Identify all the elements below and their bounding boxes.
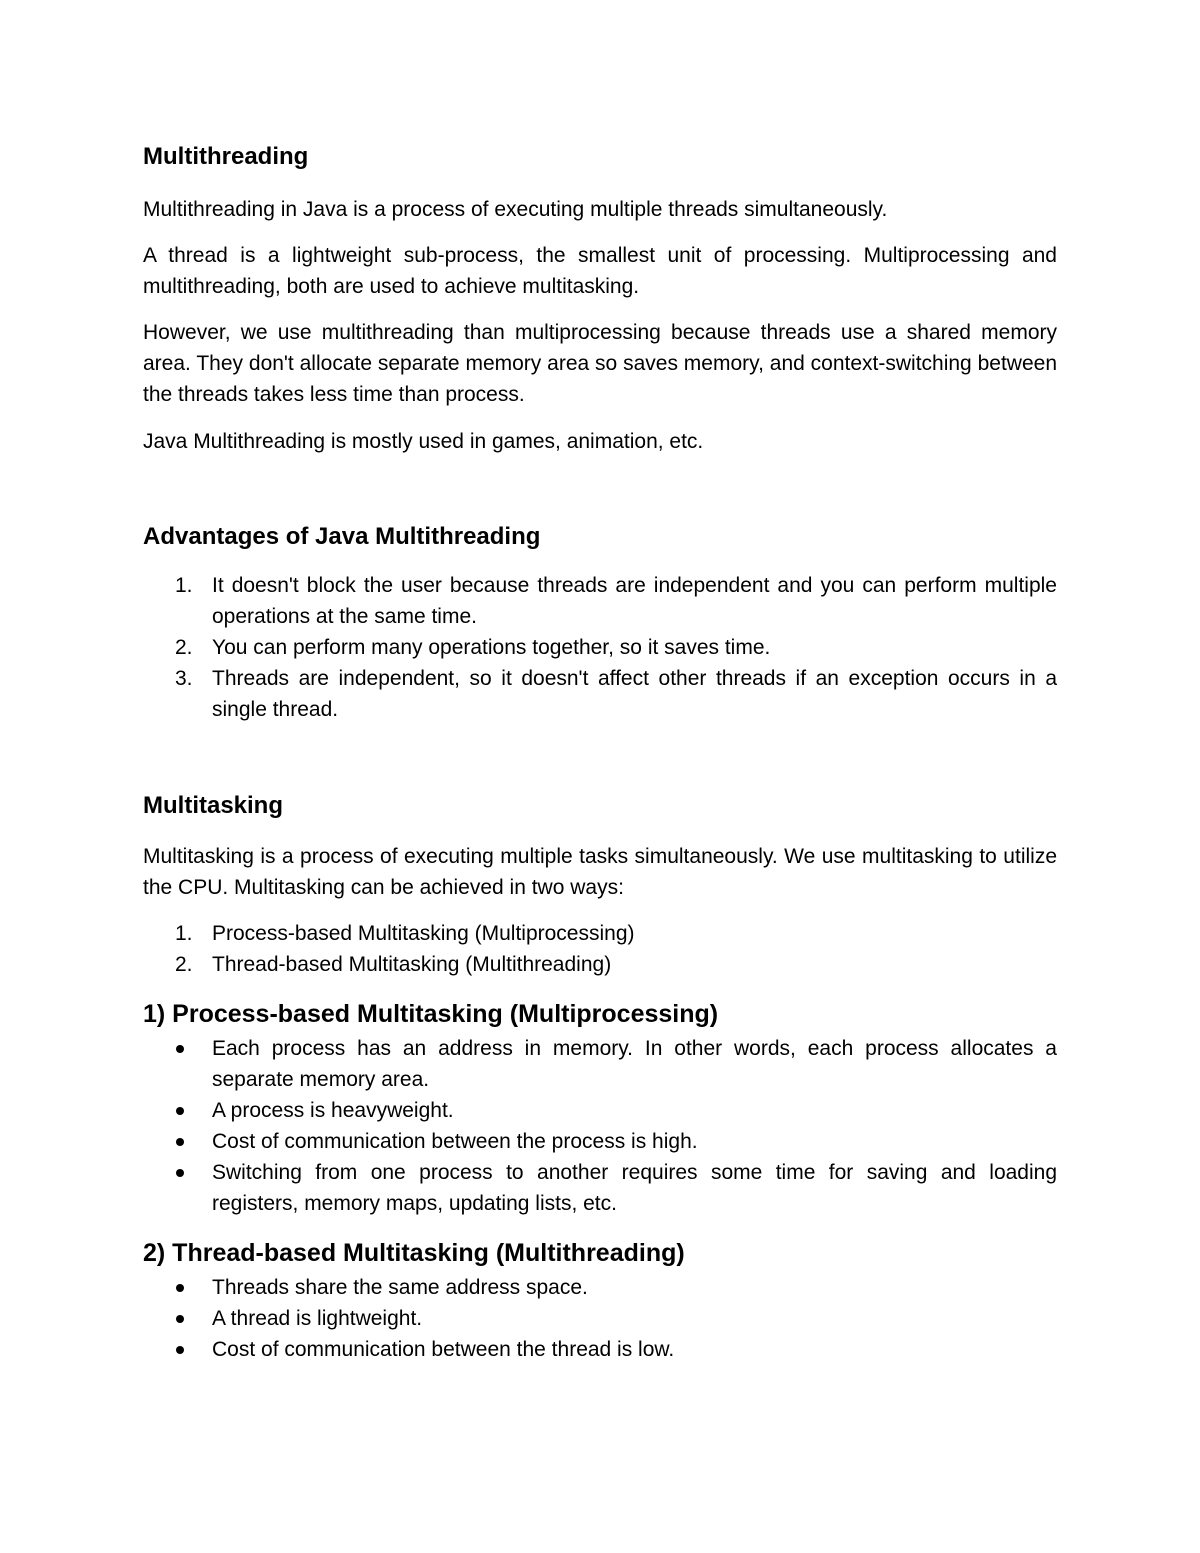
bullet-icon [176,1138,184,1146]
heading-multitasking: Multitasking [143,792,284,819]
list-item-text: A process is heavyweight. [212,1099,454,1122]
list-item-text: Switching from one process to another requires some time for saving and loading registers, memory maps, updating lists, etc. [212,1161,1057,1215]
heading-thread-based-multitasking: 2) Thread-based Multitasking (Multithreading) [143,1239,685,1267]
list-item-text: Threads share the same address space. [212,1276,588,1299]
list-item-text: Cost of communication between the process is high. [212,1130,698,1153]
list-item [143,1303,1057,1334]
list-item-marker: 1. [175,574,193,597]
bullet-icon [176,1107,184,1115]
list-item-text: Cost of communication between the thread is low. [212,1338,675,1361]
paragraph-multitasking-definition: Multitasking is a process of executing multiple tasks simultaneously. We use multitasking to utilize the CPU. Multitasking can be achieved in two ways: [143,845,1057,899]
list-item-marker: 1. [175,922,193,945]
list-item [143,1095,1057,1126]
paragraph-java-multithreading-usage: Java Multithreading is mostly used in games, animation, etc. [143,430,704,453]
list-item [143,1157,1057,1219]
list-item-text: A thread is lightweight. [212,1307,423,1330]
multitasking-ways-list [143,918,1057,980]
thread-based-list [143,1272,1057,1365]
list-item-text: Each process has an address in memory. In other words, each process allocates a separate memory area. [212,1037,1057,1091]
paragraph-thread-definition: A thread is a lightweight sub-process, the smallest unit of processing. Multiprocessing and multithreading, both are used to achieve multitasking. [143,244,1057,298]
list-item [143,1334,1057,1365]
list-item-text: Process-based Multitasking (Multiprocessing) [212,922,635,945]
paragraph-why-multithreading: However, we use multithreading than multiprocessing because threads use a shared memory area. They don't allocate separate memory area so saves memory, and context-switching between the threads takes less time than process. [143,321,1057,406]
list-item [143,1126,1057,1157]
heading-advantages: Advantages of Java Multithreading [143,523,541,550]
list-item-marker: 2. [175,953,193,976]
list-item [143,570,1057,632]
list-item-text: It doesn't block the user because threads are independent and you can perform multiple operations at the same time. [212,574,1057,628]
bullet-icon [176,1045,184,1053]
list-item-marker: 2. [175,636,193,659]
bullet-icon [176,1346,184,1354]
list-item [143,949,1057,980]
list-item [143,1033,1057,1095]
paragraph-multithreading-definition: Multithreading in Java is a process of executing multiple threads simultaneously. [143,198,888,221]
bullet-icon [176,1284,184,1292]
heading-process-based-multitasking: 1) Process-based Multitasking (Multiprocessing) [143,1000,719,1028]
list-item [143,1272,1057,1303]
advantages-list [143,570,1057,725]
bullet-icon [176,1315,184,1323]
list-item [143,918,1057,949]
list-item [143,632,1057,663]
process-based-list [143,1033,1057,1219]
list-item-marker: 3. [175,667,193,690]
list-item-text: Threads are independent, so it doesn't affect other threads if an exception occurs in a single thread. [212,667,1057,721]
heading-multithreading: Multithreading [143,143,309,170]
bullet-icon [176,1169,184,1177]
list-item-text: Thread-based Multitasking (Multithreading) [212,953,612,976]
list-item [143,663,1057,725]
list-item-text: You can perform many operations together, so it saves time. [212,636,771,659]
